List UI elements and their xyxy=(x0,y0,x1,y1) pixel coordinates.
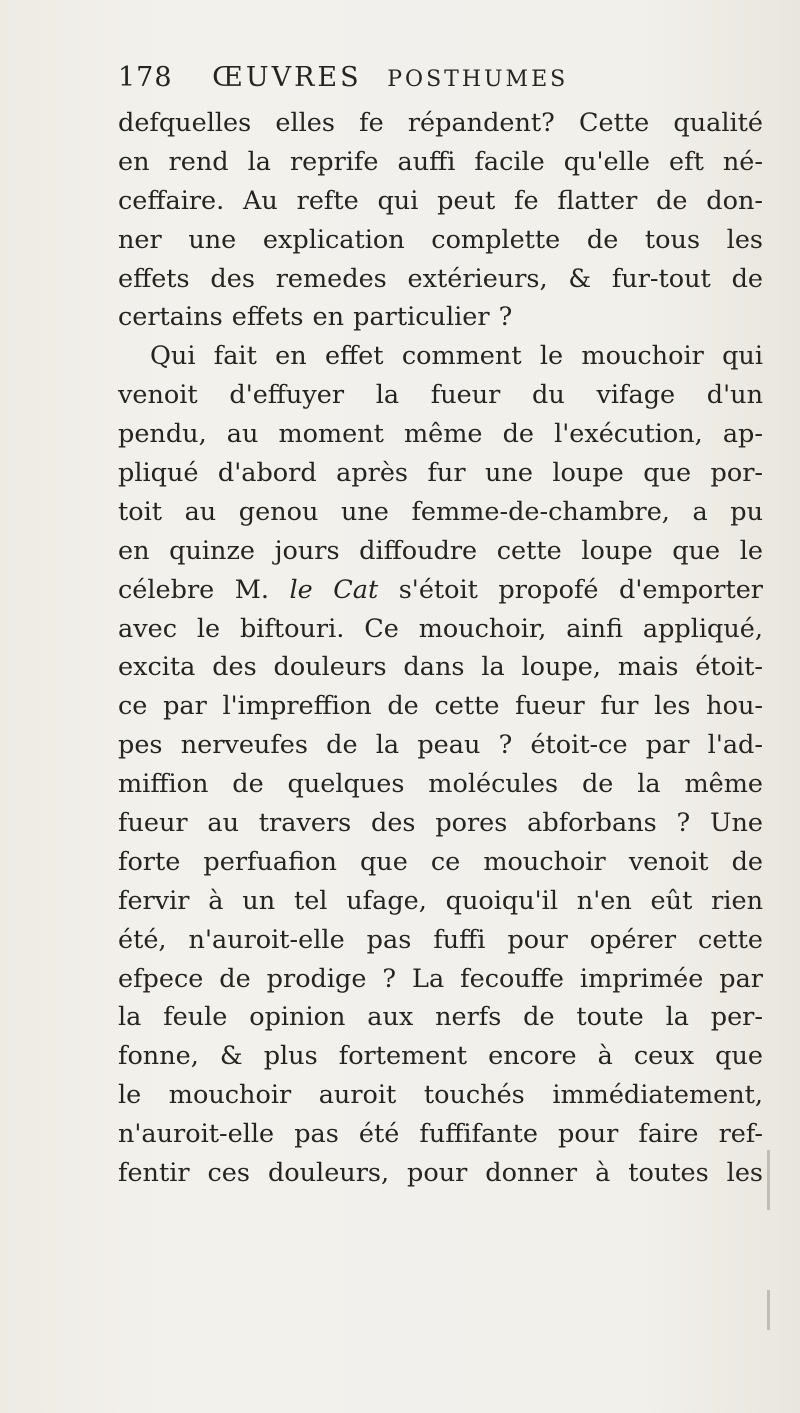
text-line: fentir ces douleurs, pour donner à toutes les xyxy=(118,1158,763,1189)
text-line: fonne, & plus fortement encore à ceux que xyxy=(118,1041,763,1072)
body-text xyxy=(118,104,763,1193)
page-edge-shadow xyxy=(767,1290,770,1330)
running-title-posthumes: POSTHUMES xyxy=(387,67,569,92)
text-line: Qui fait en effet comment le mouchoir qui xyxy=(150,341,763,372)
text-line: effets des remedes extérieurs, & fur-tout de xyxy=(118,263,763,294)
text-line: ce par l'impreffion de cette fueur fur les hou- xyxy=(118,691,763,722)
text-line: fueur au travers des pores abforbans ? Une xyxy=(118,808,763,839)
page-edge-shadow xyxy=(767,1150,770,1210)
text-line: le mouchoir auroit touchés immédiatement, xyxy=(118,1080,763,1111)
text-line: ceffaire. Au refte qui peut fe flatter de don- xyxy=(118,185,763,216)
text-line: en rend la reprife auffi facile qu'elle eft né- xyxy=(118,146,763,177)
text-line: venoit d'effuyer la fueur du vifage d'un xyxy=(118,380,763,411)
text-line: avec le biftouri. Ce mouchoir, ainfi appliqué, xyxy=(118,613,763,644)
text-line: pes nerveufes de la peau ? étoit-ce par l'ad- xyxy=(118,730,763,761)
text-line: forte perfuafion que ce mouchoir venoit de xyxy=(118,846,763,877)
text-line: en quinze jours diffoudre cette loupe que le xyxy=(118,535,763,566)
text-line xyxy=(118,571,763,610)
text-line: excita des douleurs dans la loupe, mais étoit- xyxy=(118,652,763,683)
text-line: pendu, au moment même de l'exécution, ap- xyxy=(118,419,763,450)
text-line: certains effets en particulier ? xyxy=(118,302,513,333)
text-segment: s'étoit propofé d'emporter xyxy=(398,574,763,605)
text-segment: célebre M. xyxy=(118,574,269,605)
text-line: defquelles elles fe répandent? Cette qualité xyxy=(118,108,763,138)
text-line: toit au genou une femme-de-chambre, a pu xyxy=(118,496,763,527)
text-line: ner une explication complette de tous les xyxy=(118,224,763,255)
page-number: 178 xyxy=(118,62,173,93)
text-line: fervir à un tel ufage, quoiqu'il n'en eût rien xyxy=(118,885,763,916)
text-line: n'auroit-elle pas été fuffifante pour faire ref- xyxy=(118,1119,763,1150)
text-line: pliqué d'abord après fur une loupe que por- xyxy=(118,458,763,489)
running-title-oeuvres: ŒUVRES xyxy=(212,62,362,93)
text-line: la feule opinion aux nerfs de toute la per- xyxy=(118,1002,763,1033)
text-line: efpece de prodige ? La fecouffe imprimée par xyxy=(118,963,763,994)
italic-name: le Cat xyxy=(289,574,379,605)
text-line: miffion de quelques molécules de la même xyxy=(118,769,763,800)
text-line: été, n'auroit-elle pas fuffi pour opérer cette xyxy=(118,924,763,955)
running-head xyxy=(118,62,758,106)
